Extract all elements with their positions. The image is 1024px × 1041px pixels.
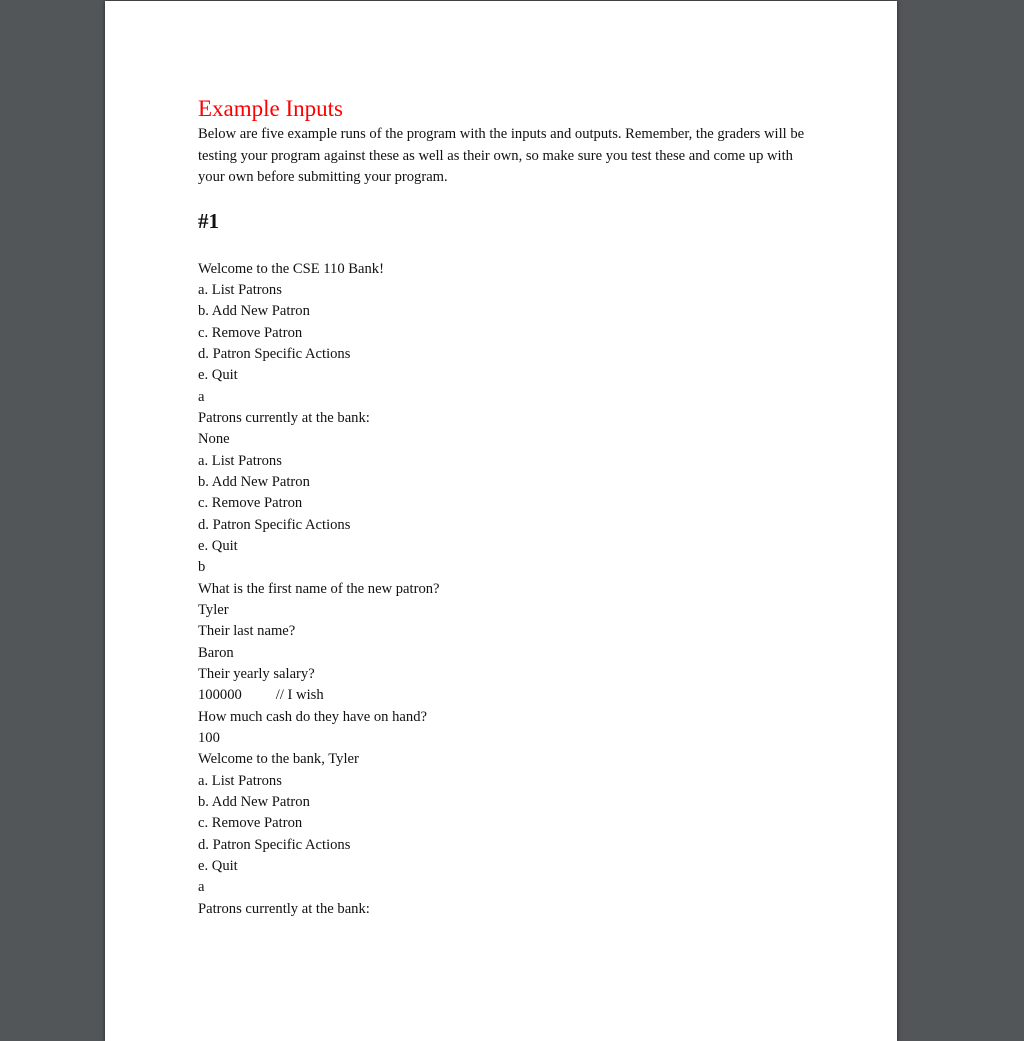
transcript-line: [198, 771, 818, 792]
transcript-text: a: [198, 879, 205, 896]
transcript-line: [198, 792, 818, 813]
transcript-text: c. Remove Patron: [198, 495, 303, 512]
transcript-line: [198, 408, 818, 429]
page-content: [198, 95, 818, 920]
transcript-line: [198, 856, 818, 877]
transcript-line: [198, 280, 818, 301]
transcript-text: b. Add New Patron: [198, 794, 310, 811]
intro-paragraph: Below are five example runs of the program with the inputs and outputs. Remember, the graders will be testing your program against these as well as their own, so make sure you test these and come up with your own before submitting your program.: [198, 126, 805, 185]
transcript-text: e. Quit: [198, 537, 238, 554]
transcript-line: [198, 515, 818, 536]
transcript-text: e. Quit: [198, 367, 238, 384]
transcript-text: How much cash do they have on hand?: [198, 708, 427, 725]
transcript-text: a. List Patrons: [198, 452, 282, 469]
transcript-text: e. Quit: [198, 858, 238, 875]
transcript-text: Patrons currently at the bank:: [198, 409, 370, 426]
transcript-line: [198, 877, 818, 898]
transcript-text: b: [198, 559, 206, 576]
transcript-text: d. Patron Specific Actions: [198, 345, 351, 362]
transcript-line: [198, 899, 818, 920]
transcript-text: b. Add New Patron: [198, 303, 310, 320]
transcript-line: [198, 472, 818, 493]
transcript-text: 100000: [198, 687, 242, 704]
transcript-line: [198, 259, 818, 280]
transcript-line: [198, 365, 818, 386]
transcript-text: Patrons currently at the bank:: [198, 900, 370, 917]
transcript-text: d. Patron Specific Actions: [198, 516, 351, 533]
transcript-line: [198, 621, 818, 642]
transcript-text: a: [198, 388, 205, 405]
transcript-text: d. Patron Specific Actions: [198, 836, 351, 853]
transcript-line: [198, 557, 818, 578]
transcript-line: [198, 643, 818, 664]
transcript-line: [198, 451, 818, 472]
transcript-line: [198, 600, 818, 621]
transcript-line: [198, 707, 818, 728]
transcript-text: c. Remove Patron: [198, 324, 303, 341]
transcript-line: [198, 685, 818, 706]
transcript-text: Welcome to the bank, Tyler: [198, 751, 359, 768]
section-title: Example Inputs: [198, 96, 343, 121]
transcript-line: [198, 813, 818, 834]
transcript-line: [198, 749, 818, 770]
transcript-text: 100: [198, 730, 220, 747]
transcript-text: What is the first name of the new patron?: [198, 580, 440, 597]
transcript-line: [198, 387, 818, 408]
transcript-text: a. List Patrons: [198, 281, 282, 298]
transcript-line: [198, 579, 818, 600]
transcript-text: Their yearly salary?: [198, 666, 315, 683]
document-page: [105, 1, 897, 1041]
transcript-line: [198, 835, 818, 856]
transcript-line: [198, 493, 818, 514]
transcript-text: Baron: [198, 644, 234, 661]
run-heading: #1: [198, 208, 219, 233]
transcript-text: c. Remove Patron: [198, 815, 303, 832]
transcript-line: [198, 301, 818, 322]
transcript-text: Tyler: [198, 602, 229, 618]
transcript-line: [198, 728, 818, 749]
transcript-line: [198, 536, 818, 557]
transcript-text: Welcome to the CSE 110 Bank!: [198, 260, 384, 277]
transcript-line: [198, 323, 818, 344]
transcript-text: None: [198, 431, 230, 448]
transcript-line: [198, 664, 818, 685]
transcript-line: [198, 344, 818, 365]
transcript-text: Their last name?: [198, 623, 296, 640]
transcript-line: [198, 429, 818, 450]
program-transcript: [198, 259, 818, 921]
transcript-text: a. List Patrons: [198, 772, 282, 789]
transcript-comment: // I wish: [275, 687, 324, 704]
transcript-text: b. Add New Patron: [198, 473, 310, 490]
